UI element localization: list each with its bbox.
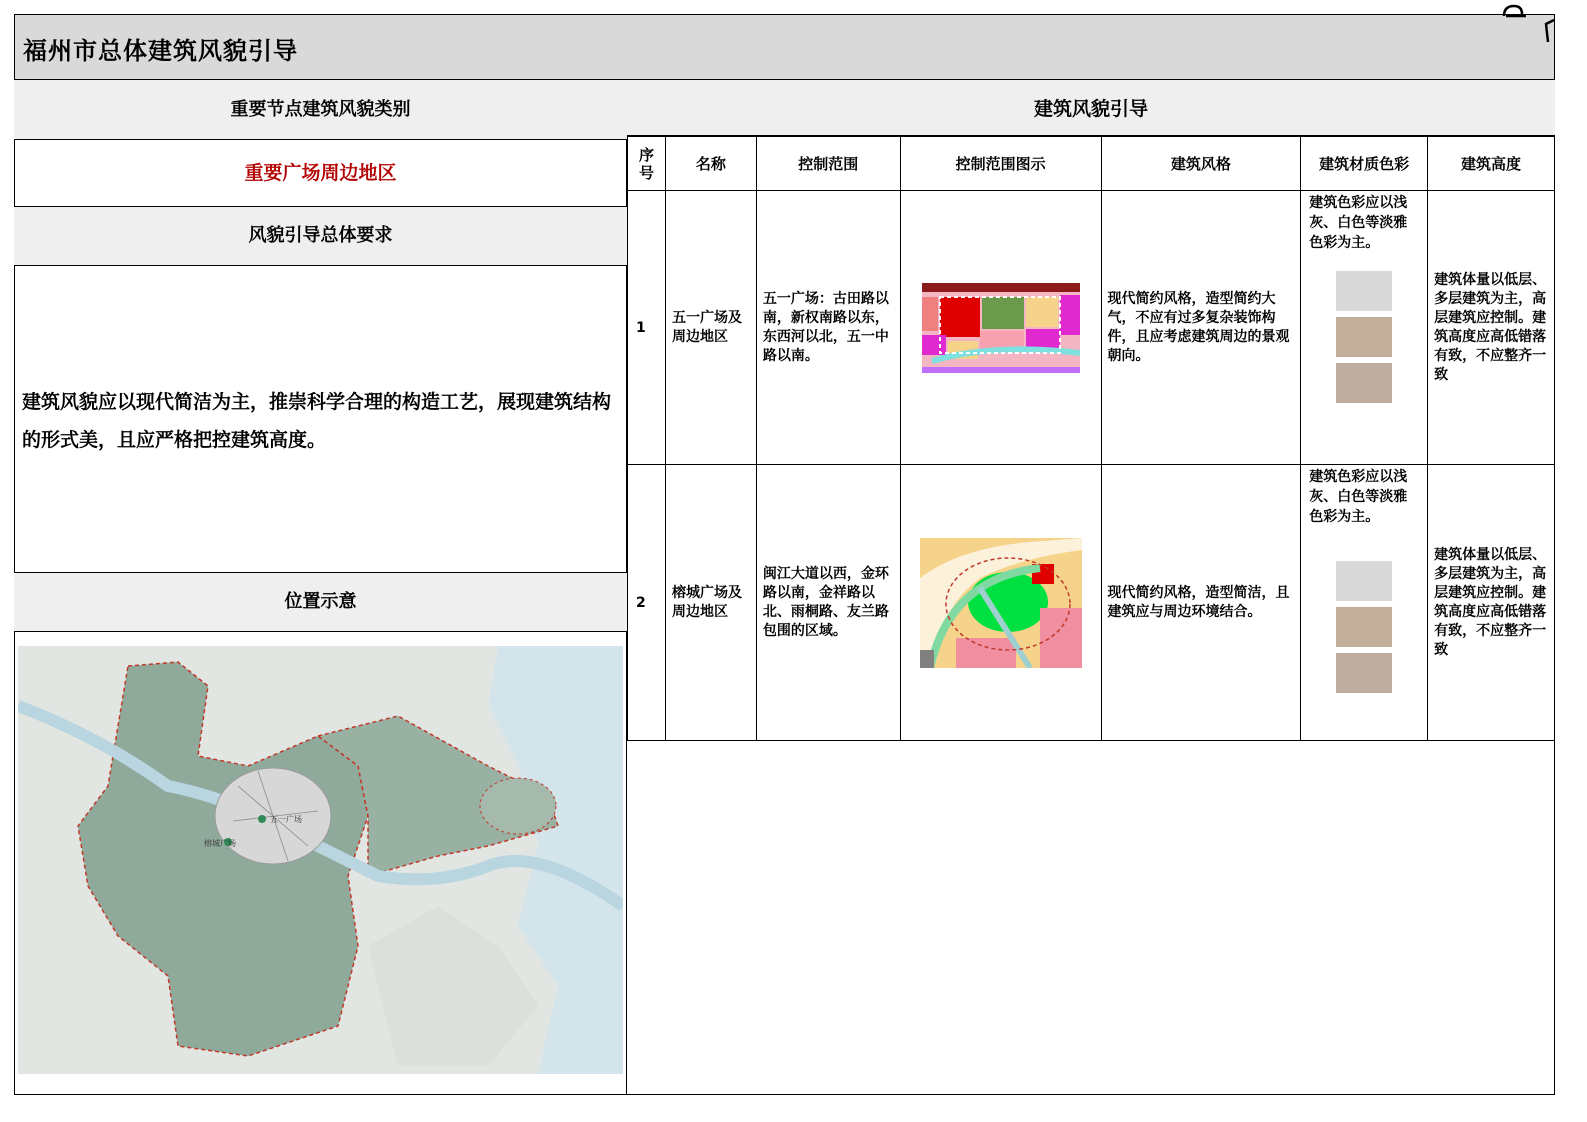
table-row xyxy=(628,465,1555,741)
row-name: 五一广场及周边地区 xyxy=(665,191,756,465)
colors-note: 建筑色彩应以浅灰、白色等淡雅色彩为主。 xyxy=(1309,469,1408,525)
col-header-name: 名称 xyxy=(665,137,756,191)
location-map-graphic xyxy=(18,646,623,1074)
row-scope: 五一广场：古田路以南，新权南路以东，东西河以北，五一中路以南。 xyxy=(756,191,900,465)
row-height: 建筑体量以低层、多层建筑为主，高层建筑应控制。建筑高度应高低错落有致，不应整齐一致 xyxy=(1428,191,1555,465)
row-index: 2 xyxy=(628,465,666,741)
table-header-row xyxy=(628,137,1555,191)
scope-diagram-1 xyxy=(922,283,1080,373)
requirements-header: 风貌引导总体要求 xyxy=(14,206,627,266)
col-header-scope: 控制范围 xyxy=(756,137,900,191)
row-style: 现代简约风格，造型简约大气，不应有过多复杂装饰构件，且应考虑建筑周边的景观朝向。 xyxy=(1101,191,1301,465)
right-column xyxy=(627,80,1555,1095)
table-row xyxy=(628,191,1555,465)
category-value: 重要广场周边地区 xyxy=(244,162,397,184)
scope-diagram-2 xyxy=(920,538,1082,668)
col-header-index: 序号 xyxy=(628,137,666,191)
color-swatch xyxy=(1336,607,1392,647)
document-icon xyxy=(1496,2,1558,50)
color-swatch xyxy=(1336,271,1392,311)
row-height: 建筑体量以低层、多层建筑为主，高层建筑应控制。建筑高度应高低错落有致，不应整齐一致 xyxy=(1428,465,1555,741)
page-title: 福州市总体建筑风貌引导 xyxy=(23,37,298,65)
row-scope: 闽江大道以西，金环路以南，金祥路以北、雨桐路、友兰路包围的区域。 xyxy=(756,465,900,741)
col-header-height: 建筑高度 xyxy=(1428,137,1555,191)
category-header: 重要节点建筑风貌类别 xyxy=(14,80,627,140)
row-scope-diagram xyxy=(900,465,1101,741)
requirements-text: 建筑风貌应以现代简洁为主，推崇科学合理的构造工艺，展现建筑结构的形式美，且应严格把控建筑高度。 xyxy=(22,391,612,451)
color-swatch xyxy=(1336,561,1392,601)
left-column xyxy=(14,80,627,1095)
row-name: 榕城广场及周边地区 xyxy=(665,465,756,741)
row-scope-diagram xyxy=(900,191,1101,465)
row-colors xyxy=(1301,465,1428,741)
map-label-wuyi: 五一广场 xyxy=(270,815,302,824)
location-map xyxy=(18,646,623,1074)
color-swatch xyxy=(1336,653,1392,693)
row-index: 1 xyxy=(628,191,666,465)
color-swatch xyxy=(1336,363,1392,403)
color-swatch xyxy=(1336,317,1392,357)
row-style: 现代简约风格，造型简洁，且建筑应与周边环境结合。 xyxy=(1101,465,1301,741)
guide-table xyxy=(627,136,1555,741)
guide-header: 建筑风貌引导 xyxy=(627,80,1555,136)
map-label-rongcheng: 榕城广场 xyxy=(204,839,236,848)
colors-note: 建筑色彩应以浅灰、白色等淡雅色彩为主。 xyxy=(1309,195,1408,251)
row-colors xyxy=(1301,191,1428,465)
location-header: 位置示意 xyxy=(14,572,627,632)
col-header-style: 建筑风格 xyxy=(1101,137,1301,191)
title-bar xyxy=(14,14,1555,80)
col-header-colors: 建筑材质色彩 xyxy=(1301,137,1428,191)
col-header-scope-diagram: 控制范围图示 xyxy=(900,137,1101,191)
